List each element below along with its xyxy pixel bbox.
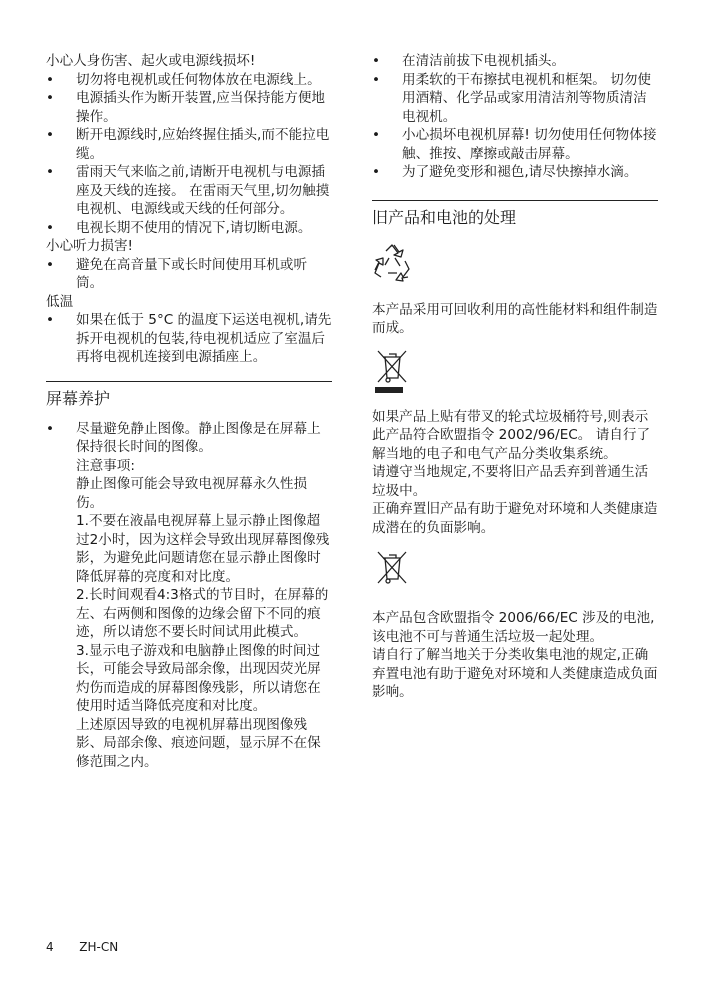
battery-paragraph: 请自行了解当地关于分类收集电池的规定,正确弃置电池有助于避免对环境和人类健康造成负面影响。	[372, 647, 658, 700]
right-column	[372, 52, 658, 702]
list-item: • 小心损坏电视机屏幕! 切勿使用任何物体接触、推按、摩擦或敲击屏幕。	[372, 126, 658, 163]
heading-injury: 小心人身伤害、起火或电源线损坏!	[46, 53, 256, 69]
section-title-screen-care: 屏幕养护	[46, 388, 111, 408]
list-item: • 在清洁前拔下电视机插头。	[372, 52, 658, 71]
section-title-disposal: 旧产品和电池的处理	[372, 207, 517, 227]
list-item: • 如果在低于 5°C 的温度下运送电视机,请先拆开电视机的包装,待电视机适应了室温后再将电视机连接到电源插座上。	[46, 311, 332, 367]
list-item: • 雷雨天气来临之前,请断开电视机与电源插座及天线的连接。 在雷雨天气里,切勿触摸电视机、电源线或天线的任何部分。	[46, 163, 332, 219]
list-item: • 为了避免变形和褪色,请尽快擦掉水滴。	[372, 163, 658, 182]
page-number: 4	[46, 940, 54, 954]
heading-low-temperature: 低温	[46, 293, 74, 310]
care-paragraph: 3.显示电子游戏和电脑静止图像的时间过长，可能会导致局部余像，出现因荧光屏灼伤而造成的屏幕图像残影，所以请您在使用时适当降低亮度和对比度。	[76, 642, 321, 714]
crossed-bin-icon	[372, 549, 412, 589]
weee-paragraph: 请遵守当地规定,不要将旧产品丢弃到普通生活垃圾中。	[372, 464, 649, 499]
list-item: • 用柔软的干布擦拭电视机和框架。 切勿使用酒精、化学品或家用清洁剂等物质清洁电视机。	[372, 71, 658, 127]
list-item: • 电视长期不使用的情况下,请切断电源。	[46, 219, 332, 238]
page-footer	[46, 940, 118, 954]
heading-hearing: 小心听力损害!	[46, 238, 134, 254]
care-paragraph: 1.不要在液晶电视屏幕上显示静止图像超过2小时，因为这样会导致出现屏幕图像残影，为避免此问题请您在显示静止图像时降低屏幕的亮度和对比度。	[76, 513, 330, 585]
recycle-icon	[372, 243, 412, 283]
recycle-text: 本产品采用可回收利用的高性能材料和组件制造而成。	[372, 301, 658, 336]
left-column	[46, 52, 332, 771]
crossed-bin-icon	[372, 348, 412, 394]
weee-paragraph: 如果产品上贴有带叉的轮式垃圾桶符号,则表示此产品符合欧盟指令 2002/96/EC。 请自行了解当地的电子和电气产品分类收集系统。	[372, 408, 651, 462]
list-item: • 断开电源线时,应始终握住插头,而不能拉电缆。	[46, 126, 332, 163]
care-note-label: 注意事项:	[76, 457, 135, 474]
care-paragraph: 2.长时间观看4:3格式的节目时，在屏幕的左、右两侧和图像的边缘会留下不同的痕迹，所以请您不要长时间试用此模式。	[76, 587, 329, 640]
weee-paragraph: 正确弃置旧产品有助于避免对环境和人类健康造成潜在的负面影响。	[372, 501, 658, 536]
care-paragraph: 上述原因导致的电视机屏幕出现图像残影、局部余像、痕迹问题，显示屏不在保修范围之内。	[76, 716, 321, 770]
battery-paragraph: 本产品包含欧盟指令 2006/66/EC 涉及的电池,该电池不可与普通生活垃圾一起处理。	[372, 610, 655, 645]
list-item: • 避免在高音量下或长时间使用耳机或听筒。	[46, 256, 332, 293]
list-item: • 切勿将电视机或任何物体放在电源线上。	[46, 71, 332, 90]
list-item: • 电源插头作为断开装置,应当保持能方便地操作。	[46, 89, 332, 126]
language-code: ZH-CN	[79, 940, 119, 954]
list-item: • 尽量避免静止图像。静止图像是在屏幕上保持很长时间的图像。	[46, 420, 332, 457]
care-paragraph: 静止图像可能会导致电视屏幕永久性损伤。	[76, 476, 308, 511]
